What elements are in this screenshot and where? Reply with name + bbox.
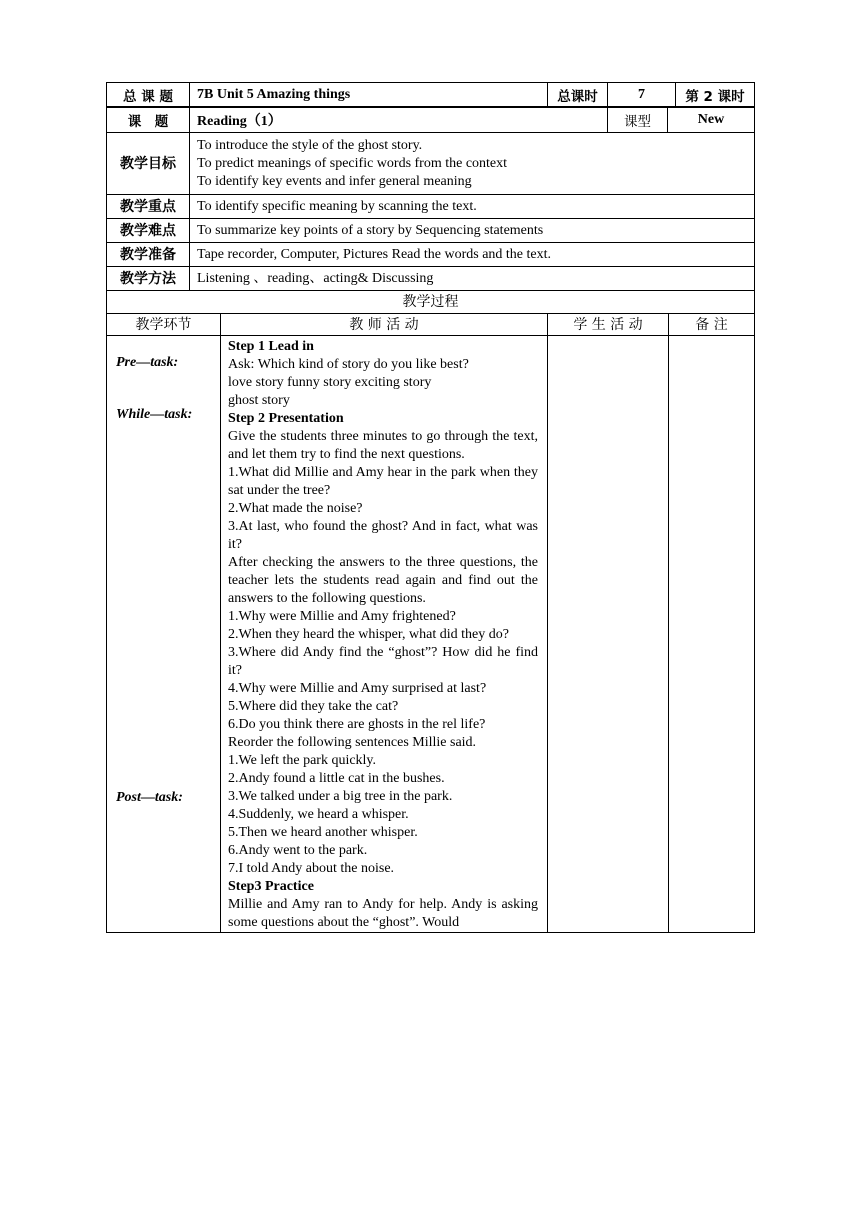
teacher-line: 6.Do you think there are ghosts in the rel life?: [228, 717, 486, 732]
stage-post-task: Post—task:: [116, 790, 183, 805]
lesson-type-label: 课型: [608, 108, 668, 133]
methods-value: Listening 、reading、acting& Discussing: [190, 267, 755, 291]
teacher-line: 5.Where did they take the cat?: [228, 699, 399, 714]
objectives-label: 教学目标: [107, 133, 190, 195]
step-heading: Step3 Practice: [228, 879, 314, 894]
teacher-line: 2.Andy found a little cat in the bushes.: [228, 771, 445, 786]
col-student-header: 学 生 活 动: [548, 314, 669, 336]
teacher-line: Reorder the following sentences Millie said.: [228, 735, 477, 750]
difficulties-value: To summarize key points of a story by Sequencing statements: [190, 219, 755, 243]
teacher-line: 1.Why were Millie and Amy frightened?: [228, 609, 456, 624]
preparation-value: Tape recorder, Computer, Pictures Read the words and the text.: [190, 243, 755, 267]
lesson-value: Reading（1）: [190, 108, 608, 133]
col-stage-header: 教学环节: [107, 314, 221, 336]
teacher-line: Millie and Amy ran to Andy for help. Andy is asking some questions about the “ghost”. Would: [228, 897, 538, 930]
process-title: 教学过程: [107, 291, 755, 314]
period-label: 第 2 课时: [676, 83, 755, 107]
teacher-line: 4.Suddenly, we heard a whisper.: [228, 807, 409, 822]
teacher-line: 6.Andy went to the park.: [228, 843, 368, 858]
teacher-line: 5.Then we heard another whisper.: [228, 825, 418, 840]
objectives-text: [190, 133, 755, 195]
teacher-line: 3.Where did Andy find the “ghost”? How did he find it?: [228, 645, 538, 678]
topic-label: 总 课 题: [107, 83, 190, 107]
lesson-table: [106, 107, 755, 133]
teacher-line: After checking the answers to the three questions, the teacher lets the students read again and find out the answers to the following questions.: [228, 555, 538, 606]
notes: [669, 336, 755, 933]
topic-value: 7B Unit 5 Amazing things: [190, 83, 548, 107]
lesson-label: 课 题: [107, 108, 190, 133]
plan-table: [106, 132, 755, 933]
stage-while-task: While—task:: [116, 407, 193, 422]
teacher-line: 1.We left the park quickly.: [228, 753, 377, 768]
total-periods-value: 7: [608, 83, 676, 107]
teacher-line: Ask: Which kind of story do you like best?: [228, 357, 469, 372]
teacher-line: ghost story: [228, 393, 290, 408]
objective-line: To predict meanings of specific words from the context: [197, 155, 508, 171]
teacher-line: 1.What did Millie and Amy hear in the park when they sat under the tree?: [228, 465, 538, 498]
teacher-line: Give the students three minutes to go through the text, and let them try to find the next questions.: [228, 429, 538, 462]
step-heading: Step 2 Presentation: [228, 411, 344, 426]
teacher-line: love story funny story exciting story: [228, 375, 432, 390]
step-heading: Step 1 Lead in: [228, 339, 314, 354]
key-points-value: To identify specific meaning by scanning the text.: [190, 195, 755, 219]
stage-pre-task: Pre—task:: [116, 355, 179, 370]
teacher-line: 2.What made the noise?: [228, 501, 363, 516]
col-notes-header: 备 注: [669, 314, 755, 336]
objective-line: To identify key events and infer general meaning: [197, 173, 472, 189]
teacher-line: 3.We talked under a big tree in the park.: [228, 789, 453, 804]
difficulties-label: 教学难点: [107, 219, 190, 243]
key-points-label: 教学重点: [107, 195, 190, 219]
methods-label: 教学方法: [107, 267, 190, 291]
stage-cell: [107, 336, 221, 933]
header-table: [106, 82, 755, 107]
objective-line: To introduce the style of the ghost story.: [197, 137, 423, 153]
teacher-activities: [221, 336, 548, 933]
student-activities: [548, 336, 669, 933]
teacher-line: 7.I told Andy about the noise.: [228, 861, 395, 876]
teacher-line: 4.Why were Millie and Amy surprised at last?: [228, 681, 487, 696]
col-teacher-header: 教 师 活 动: [221, 314, 548, 336]
lesson-type-value: New: [668, 108, 755, 133]
total-periods-label: 总课时: [548, 83, 608, 107]
teacher-line: 2.When they heard the whisper, what did they do?: [228, 627, 509, 642]
teacher-line: 3.At last, who found the ghost? And in fact, what was it?: [228, 519, 538, 552]
preparation-label: 教学准备: [107, 243, 190, 267]
